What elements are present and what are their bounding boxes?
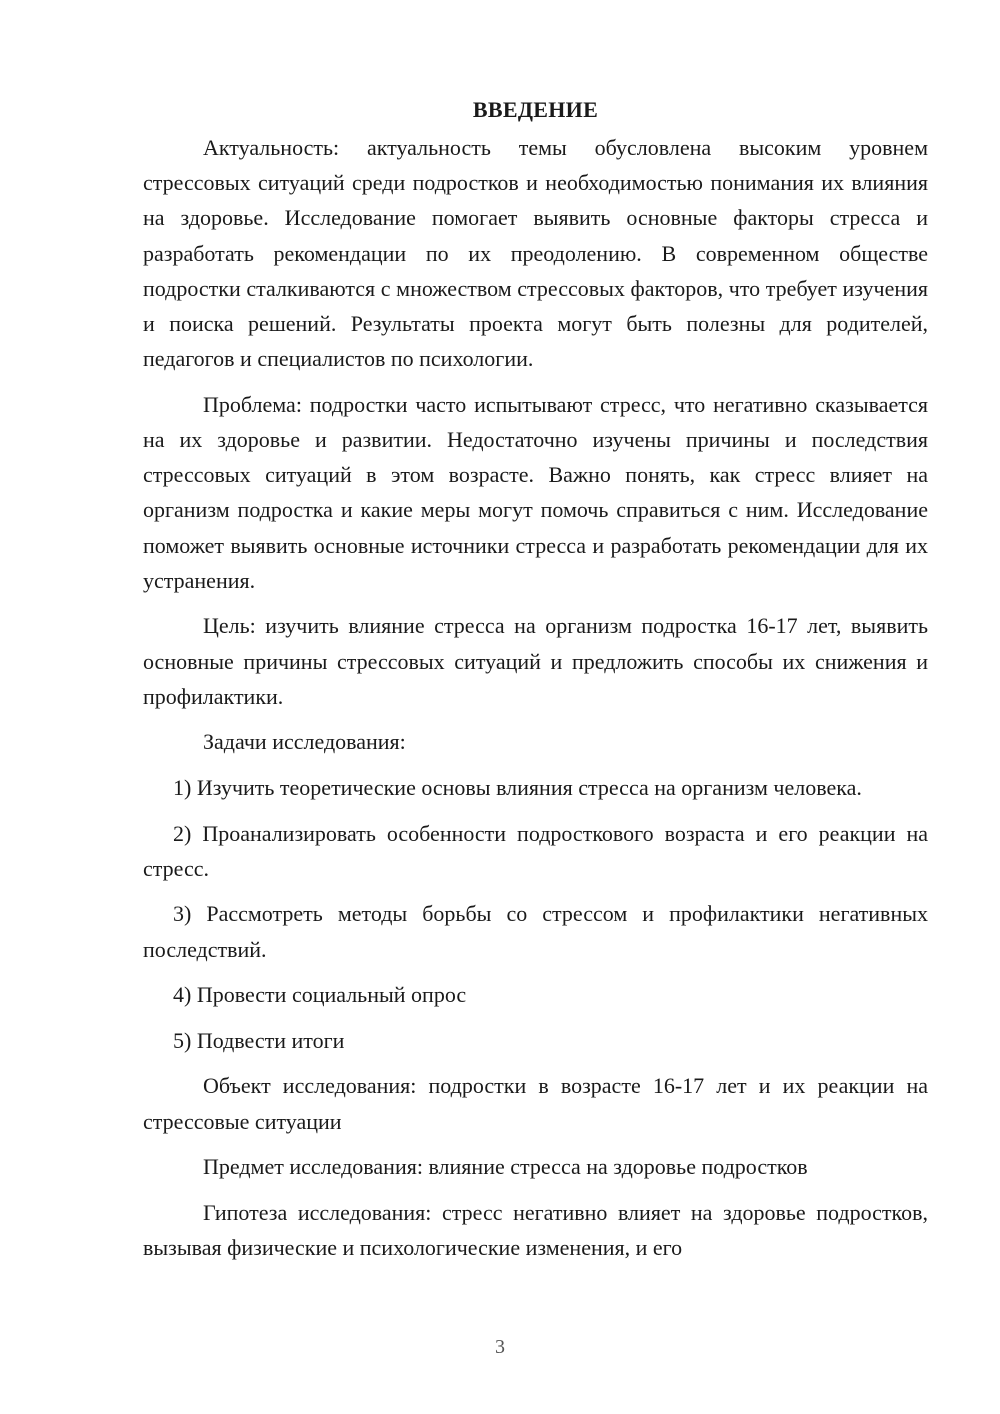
paragraph-problem: Проблема: подростки часто испытывают стресс, что негативно сказывается на их здоровье и развитии. Недостаточно изучены причины и последствия стрессовых ситуаций в этом возрасте. Важно понять, как стресс влияет на организм подростка и какие меры могут помочь справиться с ним. Исследование поможет выявить основные источники стресса и разработать рекомендации для их устранения. [143, 391, 928, 593]
paragraph-relevance: Актуальность: актуальность темы обусловлена высоким уровнем стрессовых ситуаций среди подростков и необходимостью понимания их влияния на здоровье. Исследование помогает выявить основные факторы стресса и разработать рекомендации по их преодолению. В современном обществе подростки сталкиваются с множеством стрессовых факторов, что требует изучения и поиска решений. Результаты проекта могут быть полезны для родителей, педагогов и специалистов по психологии. [143, 135, 928, 372]
tasks-title: Задачи исследования: [203, 729, 406, 755]
task-item-1: 1) Изучить теоретические основы влияния стресса на организм человека. [173, 775, 862, 801]
paragraph-object: Объект исследования: подростки в возрасте 16-17 лет и их реакции на стрессовые ситуации [143, 1073, 928, 1134]
task-item-3: 3) Рассмотреть методы борьбы со стрессом и профилактики негативных последствий. [143, 901, 928, 962]
page-number: 3 [495, 1336, 505, 1358]
task-item-5: 5) Подвести итоги [173, 1027, 345, 1053]
section-heading: ВВЕДЕНИЕ [472, 97, 599, 122]
paragraph-goal: Цель: изучить влияние стресса на организм подростка 16-17 лет, выявить основные причины стрессовых ситуаций и предложить способы их снижения и профилактики. [143, 613, 928, 709]
task-item-2: 2) Проанализировать особенности подросткового возраста и его реакции на стресс. [143, 820, 928, 881]
document-page [143, 92, 928, 1276]
task-item-4: 4) Провести социальный опрос [173, 982, 467, 1008]
paragraph-subject: Предмет исследования: влияние стресса на здоровье подростков [203, 1154, 808, 1180]
paragraph-hypothesis: Гипотеза исследования: стресс негативно влияет на здоровье подростков, вызывая физические и психологические изменения, и его [143, 1199, 928, 1260]
